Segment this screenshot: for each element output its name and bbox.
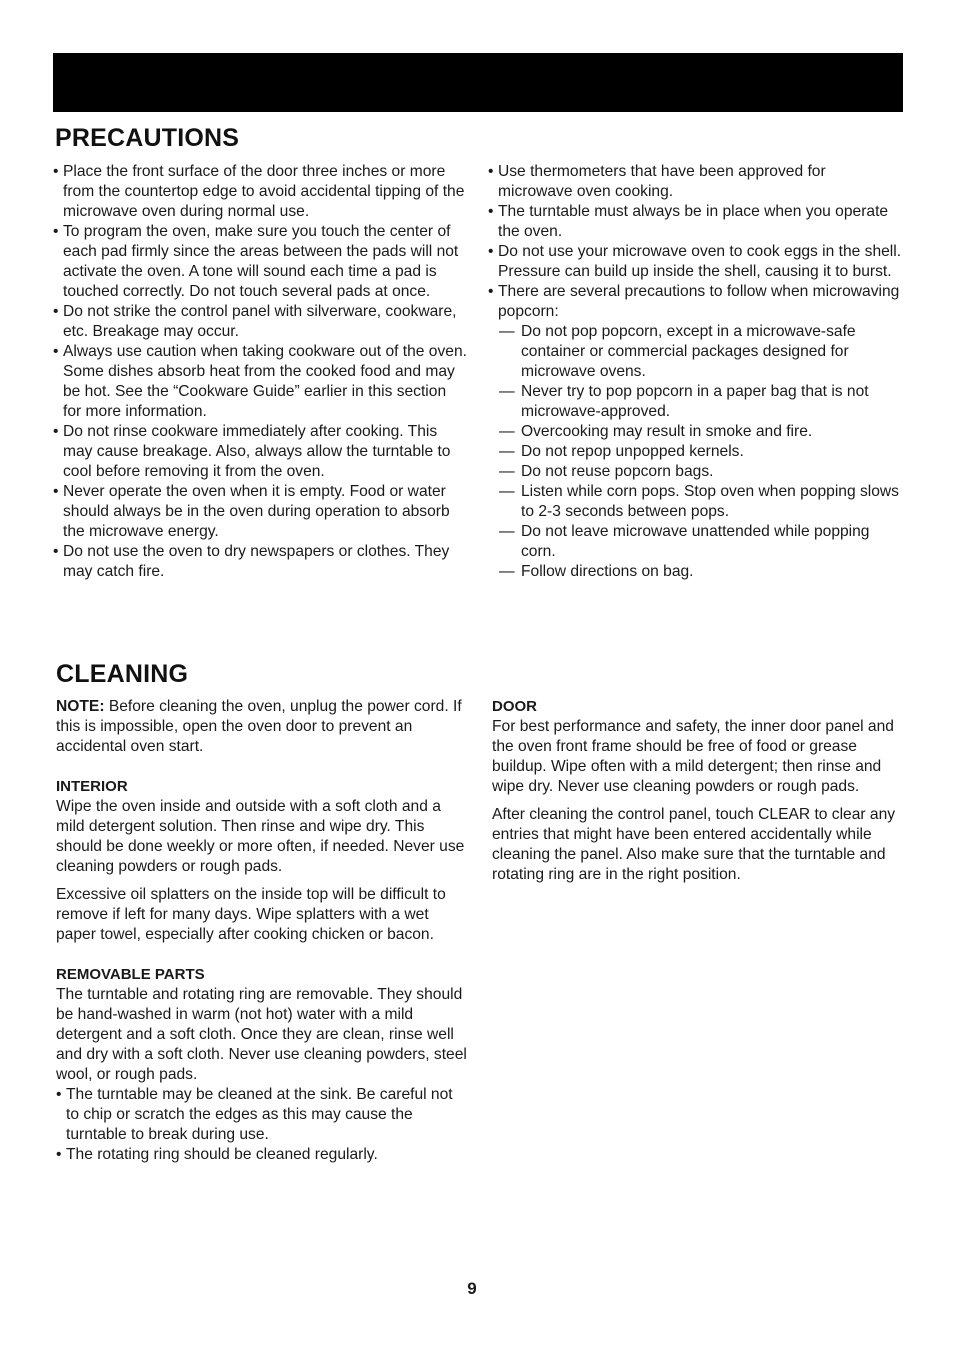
precautions-left-list: [53, 162, 468, 582]
list-item: • The turntable may be cleaned at the sink. Be careful not to chip or scratch the edges as this may cause the turntable to break during use.: [56, 1085, 468, 1145]
interior-heading: INTERIOR: [56, 778, 128, 795]
interior-paragraph-2: Excessive oil splatters on the inside top will be difficult to remove if left for many days. Wipe splatters with a wet paper towel, especially after cooking chicken or bacon.: [56, 886, 446, 943]
list-item: • Do not strike the control panel with silverware, cookware, etc. Breakage may occur.: [53, 302, 468, 342]
list-item: • Do not use your microwave oven to cook eggs in the shell. Pressure can build up inside the shell, causing it to burst.: [488, 242, 903, 282]
list-item: • Do not rinse cookware immediately after cooking. This may cause breakage. Also, always allow the turntable to cool before removing it from the oven.: [53, 422, 468, 482]
page-number: 9: [467, 1279, 477, 1298]
list-item: • Always use caution when taking cookware out of the oven. Some dishes absorb heat from the cooked food and may be hot. See the “Cookware Guide” earlier in this section for more information.: [53, 342, 468, 422]
list-item: • Place the front surface of the door three inches or more from the countertop edge to avoid accidental tipping of the microwave oven during normal use.: [53, 162, 468, 222]
popcorn-list-item: — Do not pop popcorn, except in a microwave-safe container or commercial packages designed for microwave ovens.: [499, 322, 903, 382]
door-paragraph-1: For best performance and safety, the inner door panel and the oven front frame should be free of food or grease buildup. Wipe often with a mild detergent; then rinse and wipe dry. Never use cleaning powders or rough pads.: [492, 718, 894, 795]
list-item: • The rotating ring should be cleaned regularly.: [56, 1145, 468, 1165]
popcorn-list: [499, 322, 903, 582]
list-item: • Do not use the oven to dry newspapers or clothes. They may catch fire.: [53, 542, 468, 582]
cleaning-left-column: [56, 697, 468, 1165]
removable-parts-list: [56, 1085, 468, 1165]
list-item: • The turntable must always be in place when you operate the oven.: [488, 202, 903, 242]
removable-parts-heading: REMOVABLE PARTS: [56, 966, 205, 983]
popcorn-list-item: — Listen while corn pops. Stop oven when popping slows to 2-3 seconds between pops.: [499, 482, 903, 522]
header-bar: [53, 53, 903, 112]
precautions-right-column: [488, 162, 903, 582]
cleaning-note: [56, 697, 468, 757]
precautions-right-list: [488, 162, 903, 322]
popcorn-list-item: — Do not repop unpopped kernels.: [499, 442, 903, 462]
list-item: • Never operate the oven when it is empty. Food or water should always be in the oven during operation to absorb the microwave energy.: [53, 482, 468, 542]
cleaning-title: CLEANING: [56, 660, 189, 688]
interior-paragraph-1: Wipe the oven inside and outside with a soft cloth and a mild detergent solution. Then rinse and wipe dry. This should be done weekly or more often, if needed. Never use cleaning powders or rough pads.: [56, 798, 465, 875]
precautions-left-column: [53, 162, 468, 582]
list-item: • To program the oven, make sure you touch the center of each pad firmly since the areas between the pads will not activate the oven. A tone will sound each time a pad is touched correctly. Do not touch several pads at once.: [53, 222, 468, 302]
note-label: NOTE:: [56, 698, 105, 715]
door-heading: DOOR: [492, 698, 537, 715]
list-item: • Use thermometers that have been approved for microwave oven cooking.: [488, 162, 903, 202]
removable-parts-paragraph: The turntable and rotating ring are removable. They should be hand-washed in warm (not hot) water with a mild detergent and a soft cloth. Once they are clean, rinse well and dry with a soft cloth. Never use cleaning powders, steel wool, or rough pads.: [56, 986, 467, 1083]
precautions-title: PRECAUTIONS: [55, 124, 240, 152]
list-item: • There are several precautions to follow when microwaving popcorn:: [488, 282, 903, 322]
popcorn-list-item: — Do not leave microwave unattended while popping corn.: [499, 522, 903, 562]
popcorn-list-item: — Overcooking may result in smoke and fire.: [499, 422, 903, 442]
popcorn-list-item: — Follow directions on bag.: [499, 562, 903, 582]
cleaning-right-column: [492, 697, 904, 885]
popcorn-list-item: — Do not reuse popcorn bags.: [499, 462, 903, 482]
popcorn-list-item: — Never try to pop popcorn in a paper bag that is not microwave-approved.: [499, 382, 903, 422]
note-text: Before cleaning the oven, unplug the power cord. If this is impossible, open the oven door to prevent an accidental oven start.: [56, 698, 462, 755]
door-paragraph-2: After cleaning the control panel, touch CLEAR to clear any entries that might have been entered accidentally while cleaning the panel. Also make sure that the turntable and rotating ring are in the right position.: [492, 806, 896, 883]
